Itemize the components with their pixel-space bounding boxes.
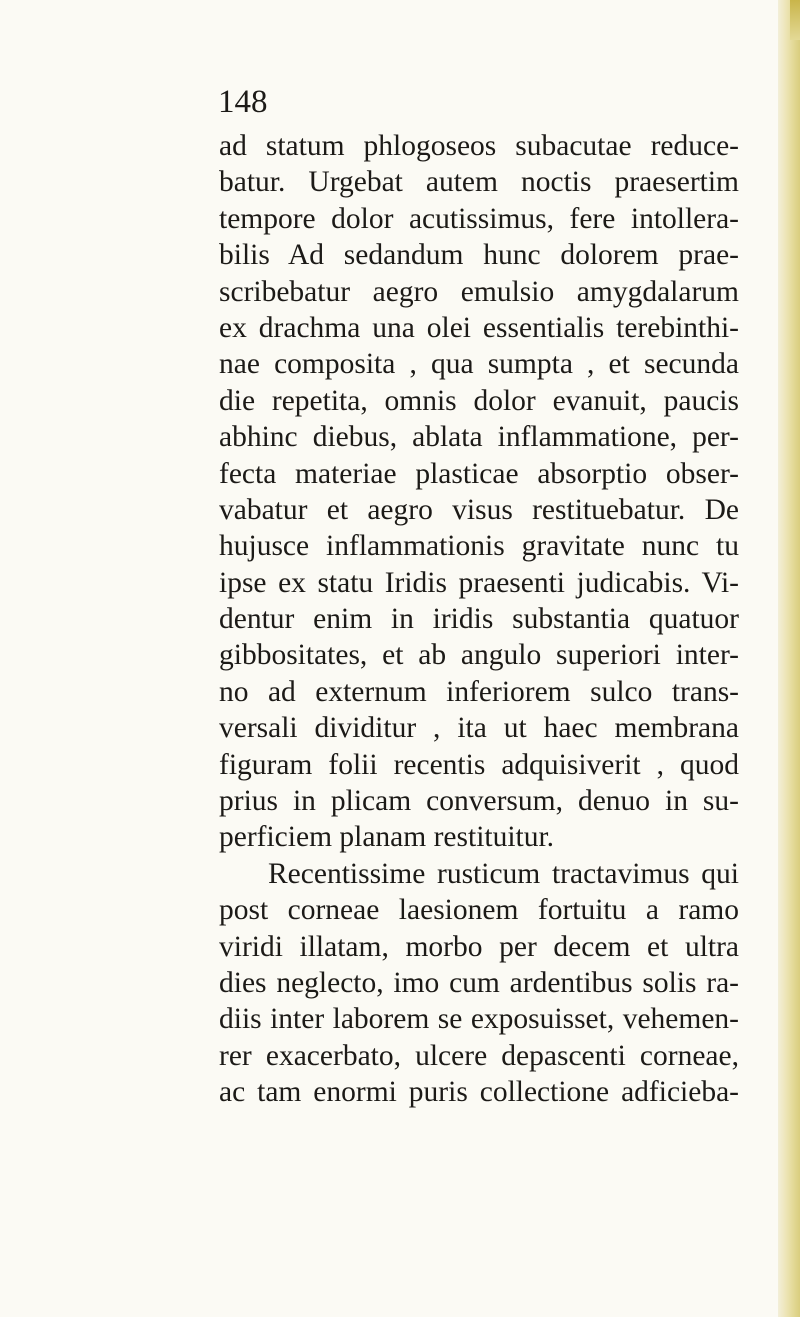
text-line: no ad externum inferiorem sulco trans- bbox=[219, 675, 739, 708]
text-line: bilis Ad sedandum hunc dolorem prae- bbox=[219, 239, 739, 272]
text-line: ipse ex statu Iridis praesenti judicabis. Vi- bbox=[219, 566, 739, 599]
page-edge-shadow bbox=[778, 0, 800, 1317]
text-line: ac tam enormi puris collectione adficieba- bbox=[219, 1076, 739, 1109]
text-line: vabatur et aegro visus restituebatur. De bbox=[219, 493, 739, 526]
text-line: scribebatur aegro emulsio amygdalarum bbox=[219, 275, 739, 308]
text-line: rer exacerbato, ulcere depascenti corneae, bbox=[219, 1039, 739, 1072]
text-line: ex drachma una olei essentialis terebinthi- bbox=[219, 311, 739, 344]
text-line: hujusce inflammationis gravitate nunc tu bbox=[219, 530, 739, 563]
text-line: tempore dolor acutissimus, fere intollera- bbox=[219, 202, 739, 235]
page-corner-stain bbox=[790, 0, 800, 40]
text-line: figuram folii recentis adquisiverit , quod bbox=[219, 748, 739, 781]
text-line: fecta materiae plasticae absorptio obser- bbox=[219, 457, 739, 490]
text-line: dentur enim in iridis substantia quatuor bbox=[219, 603, 739, 636]
paragraph-start-line: Recentissime rusticum tractavimus qui bbox=[268, 857, 739, 890]
text-line: versali dividitur , ita ut haec membrana bbox=[219, 712, 739, 745]
text-line: gibbositates, et ab angulo superiori inter- bbox=[219, 639, 739, 672]
text-line: batur. Urgebat autem noctis praesertim bbox=[219, 166, 739, 199]
text-line: ad statum phlogoseos subacutae reduce- bbox=[219, 130, 739, 162]
page-number: 148 bbox=[218, 84, 268, 120]
body-text bbox=[219, 128, 739, 1111]
text-line: nae composita , qua sumpta , et secunda bbox=[219, 348, 739, 381]
paragraph-end-line: perficiem planam restituitur. bbox=[219, 821, 555, 854]
text-line: prius in plicam conversum, denuo in su- bbox=[219, 785, 739, 818]
text-line: die repetita, omnis dolor evanuit, paucis bbox=[219, 384, 739, 417]
text-line: abhinc diebus, ablata inflammatione, per- bbox=[219, 421, 739, 454]
text-line: post corneae laesionem fortuitu a ramo bbox=[219, 894, 739, 927]
text-line: diis inter laborem se exposuisset, vehemen- bbox=[219, 1003, 739, 1036]
text-line: viridi illatam, morbo per decem et ultra bbox=[219, 930, 739, 963]
text-line: dies neglecto, imo cum ardentibus solis ra- bbox=[219, 966, 739, 999]
